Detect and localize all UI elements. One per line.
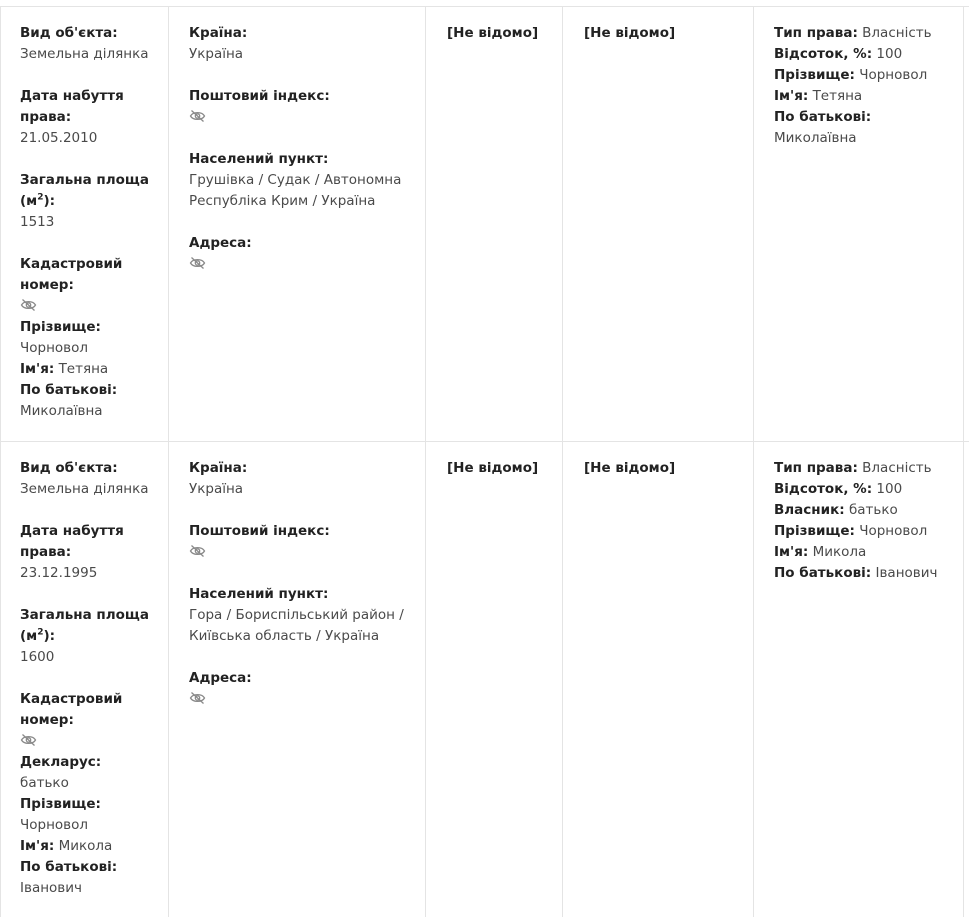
- acquire-date-label: Дата набуття права:: [20, 523, 124, 560]
- locality-label: Населений пункт:: [189, 151, 329, 167]
- declarant-value: батько: [20, 775, 69, 791]
- right-info-cell: [754, 7, 964, 441]
- patronymic-value: Іванович: [20, 880, 83, 896]
- country-label: Країна:: [189, 25, 248, 41]
- owner-value: батько: [848, 502, 898, 518]
- right-type-value: Власність: [862, 460, 932, 476]
- address-label: Адреса:: [189, 235, 252, 251]
- patronymic-label: По батькові:: [774, 109, 872, 125]
- object-type-value: Земельна ділянка: [20, 46, 149, 62]
- surname-label: Прізвище:: [774, 67, 855, 83]
- right-type-label: Тип права:: [774, 460, 858, 476]
- name-label: Ім'я:: [20, 361, 55, 377]
- surname-label: Прізвище:: [20, 319, 101, 335]
- area-label: Загальна площа $(м^2)$:: [20, 172, 149, 209]
- owner-label: Власник:: [774, 502, 845, 518]
- eye-slash-icon: [189, 109, 206, 123]
- name-value: Тетяна: [58, 361, 109, 377]
- cost-cell: [563, 7, 754, 441]
- unknown-value: [Не відомо]: [584, 25, 676, 41]
- patronymic-value: Миколаївна: [20, 403, 103, 419]
- cost-cell: [426, 7, 563, 441]
- eye-slash-icon: [20, 733, 37, 747]
- name-label: Ім'я:: [20, 838, 55, 854]
- name-value: Тетяна: [812, 88, 863, 104]
- area-value: 1513: [20, 214, 55, 230]
- cadastral-label: Кадастровий номер:: [20, 691, 123, 728]
- unknown-value: [Не відомо]: [447, 25, 539, 41]
- acquire-date-value: 21.05.2010: [20, 130, 98, 146]
- eye-slash-icon: [189, 256, 206, 270]
- surname-label: Прізвище:: [774, 523, 855, 539]
- table-row: [0, 7, 969, 442]
- percent-label: Відсоток, %:: [774, 46, 873, 62]
- percent-value: 100: [876, 481, 903, 497]
- surname-value: Чорновол: [20, 340, 89, 356]
- patronymic-label: По батькові:: [20, 382, 118, 398]
- unknown-value: [Не відомо]: [447, 460, 539, 476]
- name-label: Ім'я:: [774, 88, 809, 104]
- surname-value: Чорновол: [20, 817, 89, 833]
- location-cell: [169, 442, 426, 917]
- property-table: [0, 6, 969, 917]
- cost-cell: [563, 442, 754, 917]
- object-type-value: Земельна ділянка: [20, 481, 149, 497]
- locality-label: Населений пункт:: [189, 586, 329, 602]
- acquire-date-value: 23.12.1995: [20, 565, 98, 581]
- right-info-cell: [754, 442, 964, 917]
- name-label: Ім'я:: [774, 544, 809, 560]
- area-label: Загальна площа $(м^2)$:: [20, 607, 149, 644]
- address-label: Адреса:: [189, 670, 252, 686]
- eye-slash-icon: [189, 691, 206, 705]
- patronymic-label: По батькові:: [774, 565, 872, 581]
- cost-cell: [426, 442, 563, 917]
- acquire-date-label: Дата набуття права:: [20, 88, 124, 125]
- locality-value: Грушівка / Судак / Автономна Республіка Крим / Україна: [189, 172, 402, 209]
- patronymic-value: Миколаївна: [774, 130, 857, 146]
- right-type-label: Тип права:: [774, 25, 858, 41]
- name-value: Микола: [58, 838, 113, 854]
- surname-value: Чорновол: [859, 67, 928, 83]
- surname-value: Чорновол: [859, 523, 928, 539]
- country-value: Україна: [189, 46, 244, 62]
- right-type-value: Власність: [862, 25, 932, 41]
- object-info-cell: [0, 7, 169, 441]
- locality-value: Гора / Бориспільський район / Київська область / Україна: [189, 607, 404, 644]
- postal-label: Поштовий індекс:: [189, 523, 330, 539]
- cadastral-label: Кадастровий номер:: [20, 256, 123, 293]
- location-cell: [169, 7, 426, 441]
- patronymic-label: По батькові:: [20, 859, 118, 875]
- declarant-label: Декларус:: [20, 754, 102, 770]
- unknown-value: [Не відомо]: [584, 460, 676, 476]
- country-value: Україна: [189, 481, 244, 497]
- eye-slash-icon: [189, 544, 206, 558]
- eye-slash-icon: [20, 298, 37, 312]
- object-type-label: Вид об'єкта:: [20, 25, 118, 41]
- country-label: Країна:: [189, 460, 248, 476]
- name-value: Микола: [812, 544, 867, 560]
- object-info-cell: [0, 442, 169, 917]
- object-type-label: Вид об'єкта:: [20, 460, 118, 476]
- area-value: 1600: [20, 649, 55, 665]
- percent-label: Відсоток, %:: [774, 481, 873, 497]
- postal-label: Поштовий індекс:: [189, 88, 330, 104]
- patronymic-value: Іванович: [875, 565, 938, 581]
- percent-value: 100: [876, 46, 903, 62]
- surname-label: Прізвище:: [20, 796, 101, 812]
- table-row: [0, 442, 969, 917]
